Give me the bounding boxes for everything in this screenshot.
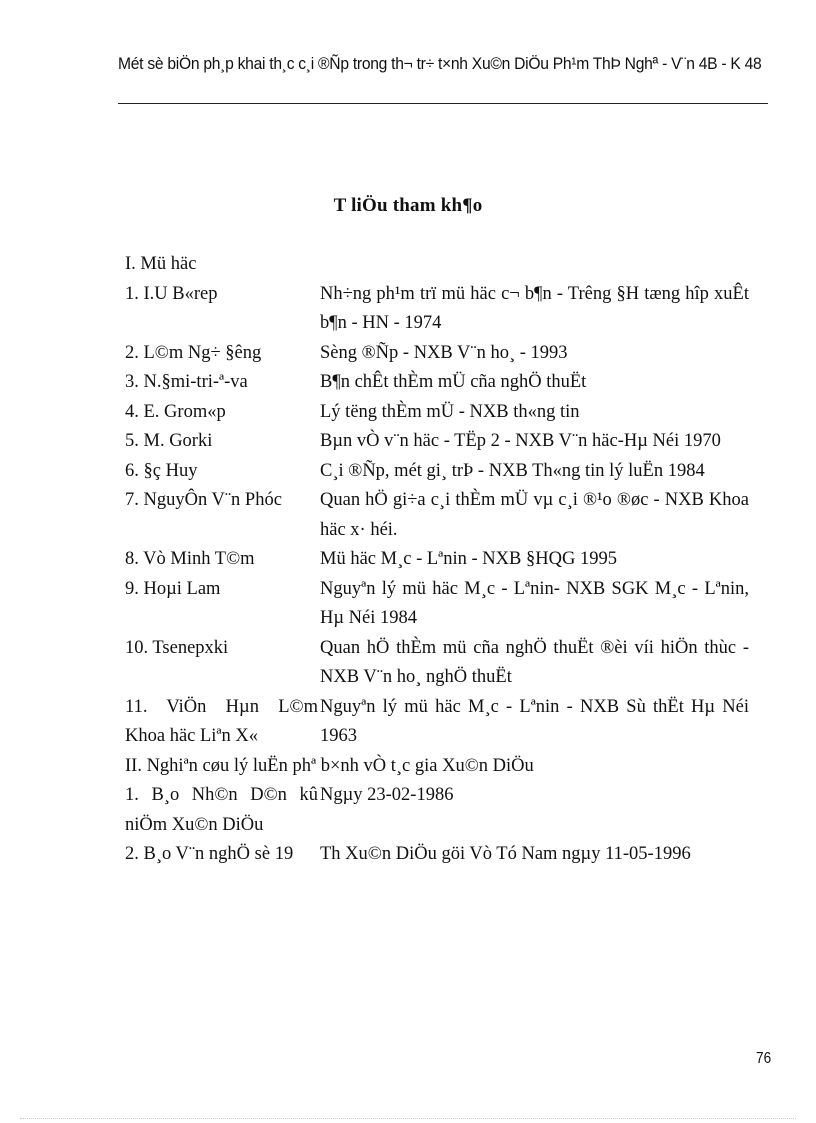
reference-entry	[125, 427, 749, 457]
reference-author: 1. I.U B«rep	[125, 283, 218, 304]
reference-work: Ngµy 23-02-1986	[320, 785, 454, 805]
reference-work: Bµn vÒ v¨n häc - TËp 2 - NXB V¨n häc-Hµ Néi 1970	[320, 431, 721, 451]
reference-work: Nguyªn lý mü häc M¸c - Lªnin - NXB Sù thËt Hµ Néi 1963	[320, 696, 749, 746]
reference-author: 11. ViÖn Hµn L©m Khoa häc Liªn X«	[125, 696, 318, 746]
reference-work: Mü häc M¸c - Lªnin - NXB §HQG 1995	[320, 549, 617, 569]
section-heading: II. Nghiªn cøu lý luËn phª b×nh vÒ t¸c gia Xu©n DiÖu	[125, 755, 534, 776]
reference-entry	[125, 339, 749, 369]
reference-work: Nguyªn lý mü häc M¸c - Lªnin- NXB SGK M¸c - Lªnin, Hµ Néi 1984	[320, 578, 749, 628]
reference-list	[125, 250, 749, 870]
reference-entry	[125, 457, 749, 487]
reference-author: 6. §ç Huy	[125, 460, 198, 481]
reference-work: Quan hÖ gi÷a c¸i thÈm mÜ vµ c¸i ®¹o ®øc - NXB Khoa häc x· héi.	[320, 490, 749, 540]
page-number: 76	[756, 1050, 772, 1067]
reference-entry	[125, 368, 749, 398]
reference-author: 2. L©m Ng÷ §êng	[125, 342, 262, 363]
reference-work: Sèng ®Ñp - NXB V¨n ho¸ - 1993	[320, 342, 568, 363]
page-title: T liÖu tham kh¶o	[333, 195, 483, 216]
reference-author: 5. M. Gorki	[125, 431, 213, 451]
reference-work: Nh÷ng ph¹m trï mü häc c¬ b¶n - Trêng §H tæng hîp xuÊt b¶n - HN - 1974	[320, 283, 749, 333]
reference-entry	[125, 486, 749, 545]
reference-entry	[125, 398, 749, 428]
reference-entry	[125, 840, 749, 870]
reference-author: 2. B¸o V¨n nghÖ sè 19	[125, 844, 294, 864]
reference-work: Lý tëng thÈm mÜ - NXB th«ng tin	[320, 401, 580, 422]
reference-work: C¸i ®Ñp, mét gi¸ trÞ - NXB Th«ng tin lý luËn 1984	[320, 460, 705, 481]
footer-divider	[20, 1118, 796, 1119]
reference-entry	[125, 781, 749, 840]
reference-author: 7. NguyÔn V¨n Phóc	[125, 490, 282, 510]
reference-author: 10. Tsenepxki	[125, 637, 229, 658]
reference-entry	[125, 575, 749, 634]
reference-author: 8. Vò Minh T©m	[125, 549, 255, 569]
section-heading: I. Mü häc	[125, 254, 197, 274]
reference-author: 1. B¸o Nh©n D©n kû niÖm Xu©n DiÖu	[125, 785, 318, 835]
running-header: Mét sè biÖn ph¸p khai th¸c c¸i ®Ñp trong th¬ tr÷ t×nh Xu©n DiÖu Ph¹m ThÞ Nghª - V¨n 4B - K 48	[118, 54, 762, 73]
reference-author: 4. E. Grom«p	[125, 401, 226, 422]
header-divider	[118, 103, 768, 104]
reference-author: 9. Hoµi Lam	[125, 578, 221, 599]
reference-work: B¶n chÊt thÈm mÜ cña nghÖ thuËt	[320, 372, 587, 392]
reference-entry	[125, 634, 749, 693]
reference-work: Th Xu©n DiÖu göi Vò Tó Nam ngµy 11-05-1996	[320, 844, 691, 864]
reference-author: 3. N.§mi-tri-ª-va	[125, 372, 248, 392]
reference-entry	[125, 545, 749, 575]
reference-entry	[125, 693, 749, 752]
reference-entry	[125, 280, 749, 339]
reference-work: Quan hÖ thÈm mü cña nghÖ thuËt ®èi víi hiÖn thùc - NXB V¨n ho¸ nghÖ thuËt	[320, 637, 749, 687]
